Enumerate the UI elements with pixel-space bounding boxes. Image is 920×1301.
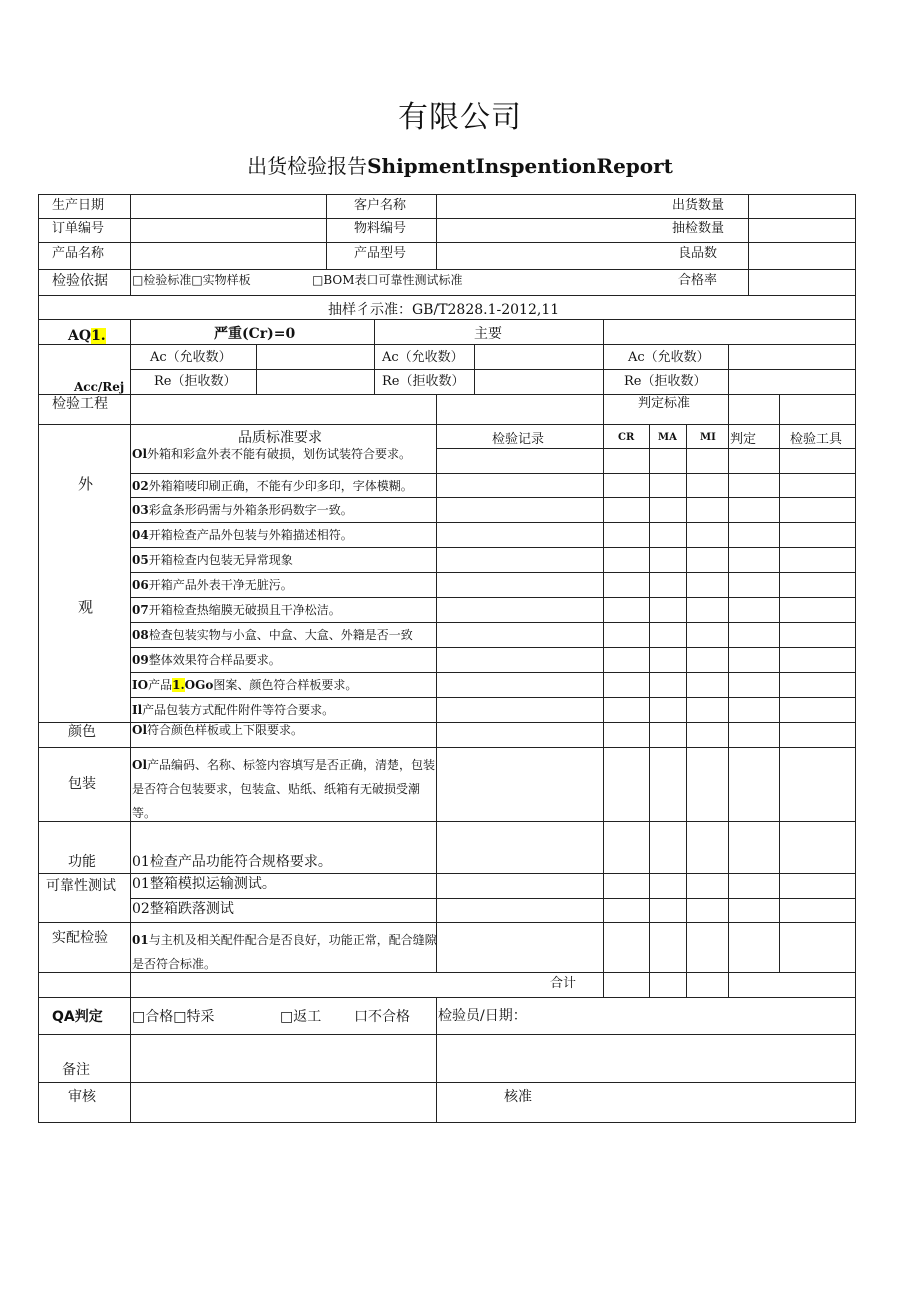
ac-label-ma: Ac（允收数）: [382, 350, 464, 365]
fitting-item: 01与主机及相关配件配合是否良好，功能正常，配合缝隙是否符合标准。: [132, 933, 437, 971]
product-name-label: 产品名称: [52, 246, 105, 261]
product-model-label: 产品型号: [354, 246, 407, 261]
appearance-label-1: 外: [78, 475, 94, 493]
appearance-item: 09整体效果符合样品要求。: [132, 653, 281, 667]
re-label-mi: Re（拒收数）: [624, 374, 707, 389]
fitting-label: 实配检验: [52, 930, 108, 946]
acc-rej-label: Acc/Rej: [74, 380, 125, 394]
qa-option-rework[interactable]: □返工: [280, 1009, 322, 1025]
remarks-label: 备注: [62, 1062, 90, 1078]
appearance-item: 05开箱检查内包装无异常现象: [132, 553, 293, 567]
quality-req-header: 品质标准要求: [238, 430, 322, 446]
material-no-label: 物料编号: [354, 221, 407, 236]
pass-rate-label: 合格率: [678, 273, 718, 288]
company-name: 有限公司: [398, 100, 522, 135]
reliability-label: 可靠性测试: [46, 878, 116, 894]
appearance-label-2: 观: [78, 598, 94, 616]
total-label: 合计: [550, 976, 577, 991]
basis-options-2: □BOM表口可靠性测试标准: [312, 273, 463, 287]
customer-name-label: 客户名称: [354, 198, 407, 213]
ma-header: MA: [658, 432, 677, 443]
process-header: 检验工程: [52, 396, 108, 412]
function-item: 01检查产品功能符合规格要求。: [132, 854, 332, 870]
production-date-label: 生产日期: [52, 198, 105, 213]
ac-label-cr: Ac（允收数）: [150, 350, 232, 365]
shipment-qty-label: 出货数量: [672, 198, 725, 213]
appearance-item: 04开箱检查产品外包装与外箱描述相符。: [132, 528, 353, 542]
mi-header: MI: [700, 432, 716, 443]
packaging-label: 包装: [68, 776, 96, 792]
re-label-ma: Re（拒收数）: [382, 374, 465, 389]
review-label: 审核: [68, 1089, 96, 1105]
major-label: 主要: [474, 326, 502, 342]
color-label: 颜色: [68, 724, 96, 740]
appearance-item: Ol外箱和彩盒外表不能有破损，划伤试装符合要求。: [132, 447, 412, 461]
appearance-item: 08检查包装实物与小盒、中盒、大盒、外籍是否一致: [132, 628, 413, 642]
aql-label: AQ1.: [68, 328, 106, 344]
appearance-item: 03彩盒条形码需与外箱条形码数字一致。: [132, 503, 353, 517]
severe-label: 严重(Cr)=0: [214, 326, 296, 342]
re-label-cr: Re（拒收数）: [154, 374, 237, 389]
judge-standard-header: 判定标准: [638, 396, 691, 411]
qa-option-pass[interactable]: □合格□特采: [132, 1009, 215, 1025]
appearance-item: 06开箱产品外表干净无脏污。: [132, 578, 293, 592]
qa-label: QA判定: [52, 1009, 103, 1025]
packaging-item: Ol产品编码、名称、标签内容填写是否正确，清楚，包装是否符合包装要求，包装盒、贴纸、纸箱有无破损受潮等。: [132, 758, 436, 820]
order-no-label: 订单编号: [52, 221, 105, 236]
sampling-standard: 抽样彳示准：GB/T2828.1-2012,11: [328, 302, 560, 318]
reliability-item-1: 01整箱模拟运输测试。: [132, 876, 276, 892]
function-label: 功能: [68, 854, 96, 870]
qa-option-fail[interactable]: 口不合格: [354, 1009, 410, 1025]
record-header: 检验记录: [492, 432, 545, 447]
appearance-item: Il产品包装方式配件附件等符合要求。: [132, 703, 335, 717]
appearance-item: 02外箱箱唛印刷正确，不能有少印多印，字体模糊。: [132, 479, 413, 493]
inspection-report-table: [38, 194, 856, 1123]
judge-header: 判定: [730, 432, 757, 447]
color-item: Ol符合颜色样板或上下限要求。: [132, 723, 304, 737]
report-title: 出货检验报告ShipmentInspentionReport: [247, 154, 673, 178]
approve-label: 核准: [504, 1089, 532, 1105]
cr-header: CR: [618, 432, 635, 443]
appearance-item: 07开箱检查热缩膜无破损且干净松洁。: [132, 603, 341, 617]
inspector-date-label: 检验员/日期：: [438, 1008, 527, 1024]
basis-label: 检验依据: [52, 273, 108, 289]
tool-header: 检验工具: [790, 432, 843, 447]
basis-options-1: □检验标准□实物样板: [132, 273, 251, 287]
sample-qty-label: 抽检数量: [672, 221, 725, 236]
ac-label-mi: Ac（允收数）: [628, 350, 710, 365]
appearance-item: IO产品1.OGo图案、颜色符合样板要求。: [132, 678, 358, 692]
good-qty-label: 良品数: [678, 246, 718, 261]
reliability-item-2: 02整箱跌落测试: [132, 901, 234, 917]
